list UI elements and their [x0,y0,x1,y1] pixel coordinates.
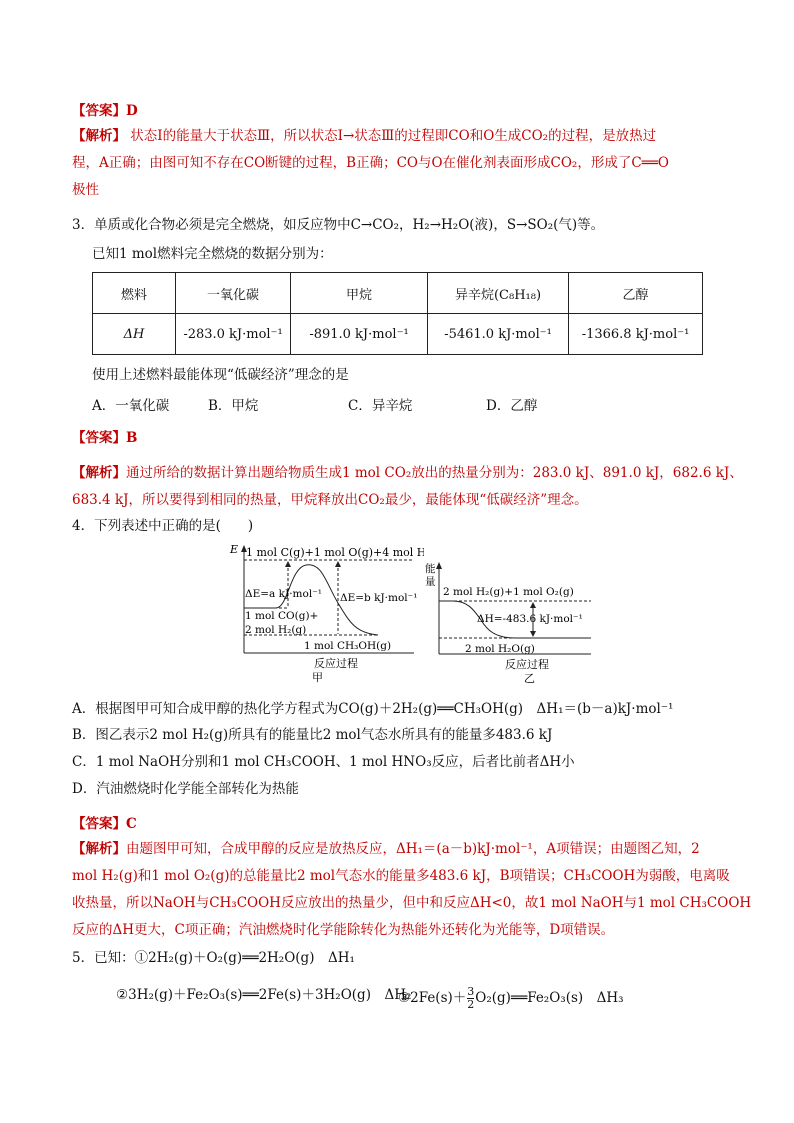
q4-analysis-text: 由题图甲可知，合成甲醇的反应是放热反应，ΔH₁＝(a－b)kJ·mol⁻¹，A项错误；由题图乙知，2 [126,841,700,857]
q2-analysis-line2: 程，A正确；由图可知不存在CO断键的过程，B正确；CO与O在催化剂表面形成CO₂，形成了C══O [72,155,669,171]
yi-axis-label-1: 能 [425,563,436,575]
table-cell: -891.0 kJ·mol⁻¹ [291,314,428,355]
q2-analysis-line1 [72,127,656,145]
answer-tag: 【答案】 [72,816,126,832]
analysis-tag: 【解析】 [72,128,126,144]
energy-diagram-yi [425,560,600,685]
fuel-data-table [92,272,703,355]
q3-answer-line [72,429,137,447]
table-row [93,314,703,355]
q4-answer-line [72,815,137,833]
q4-option-c: C．1 mol NaOH分别和1 mol CH₃COOH、1 mol HNO₃反应，后者比前者ΔH小 [72,754,575,770]
table-cell: -5461.0 kJ·mol⁻¹ [428,314,569,355]
yi-xlabel: 反应过程 [505,658,549,671]
q3-analysis-line2: 683.4 kJ，所以要得到相同的热量，甲烷释放出CO₂最少，最能体现“低碳经济”理念。 [72,492,588,508]
q3-answer: B [126,430,138,446]
yi-axis-label-2: 量 [425,576,436,588]
yi-caption: 乙 [524,672,535,685]
table-cell: -1366.8 kJ·mol⁻¹ [569,314,703,355]
q5-eq3 [398,986,624,1011]
option-c: C．异辛烷 [348,398,413,414]
q3-given: 已知1 mol燃料完全燃烧的数据分别为： [92,246,333,262]
q4-analysis-line2: mol H₂(g)和1 mol O₂(g)的总能量比2 mol气态水的能量多483.6 kJ，B项错误；CH₃COOH为弱酸，电离吸 [72,868,730,884]
table-cell: 燃料 [93,273,176,314]
yi-top-label: 2 mol H₂(g)+1 mol O₂(g) [443,586,574,598]
option-d: D．乙醇 [486,398,538,414]
table-cell: 乙醇 [569,273,703,314]
jia-xlabel: 反应过程 [314,657,358,670]
q2-analysis-text: 状态Ⅰ的能量大于状态Ⅲ，所以状态Ⅰ→状态Ⅲ的过程即CO和O生成CO₂的过程，是放热过 [126,128,657,144]
q4-option-d: D．汽油燃烧时化学能全部转化为热能 [72,781,299,797]
analysis-tag: 【解析】 [72,465,126,481]
analysis-tag: 【解析】 [72,841,126,857]
q4-analysis-line1 [72,840,700,858]
table-cell: -283.0 kJ·mol⁻¹ [176,314,291,355]
q3-analysis-line1 [72,464,743,482]
q5-stem: 5．已知：①2H₂(g)＋O₂(g)══2H₂O(g) ΔH₁ [72,950,355,966]
q3-stem: 3．单质或化合物必须是完全燃烧，如反应物中C→CO₂，H₂→H₂O(液)，S→SO₂(气)等。 [72,217,605,233]
q4-answer: C [126,816,137,832]
q2-answer-line [72,102,138,120]
jia-de-b-label: ΔE=b kJ·mol⁻¹ [340,592,418,604]
fraction-denominator: 2 [467,998,475,1011]
answer-tag: 【答案】 [72,430,126,446]
jia-caption: 甲 [312,671,323,683]
jia-de-a-label: ΔE=a kJ·mol⁻¹ [245,588,322,600]
q5-eq3-post: O₂(g)══Fe₂O₃(s) ΔH₃ [475,990,624,1006]
energy-diagram-jia [228,543,424,683]
q5-eq2: ②3H₂(g)＋Fe₂O₃(s)══2Fe(s)＋3H₂O(g) ΔH₂ [116,987,412,1003]
q5-eq3-fraction [467,986,474,1011]
option-b: B．甲烷 [208,398,259,414]
q3-analysis-text: 通过所给的数据计算出题给物质生成1 mol CO₂放出的热量分别为：283.0 kJ、891.0 kJ，682.6 kJ、 [126,465,743,481]
table-header-row [93,273,703,314]
jia-left-label-2: 2 mol H₂(g) [245,624,307,636]
option-a: A．一氧化碳 [92,398,170,414]
fraction-numerator: 3 [467,985,475,998]
q4-stem: 4．下列表述中正确的是( ) [72,518,254,534]
q5-eq3-pre: ③2Fe(s)＋ [398,990,467,1006]
q2-answer: D [126,103,138,119]
yi-dh-label: ΔH=-483.6 kJ·mol⁻¹ [477,613,583,625]
jia-top-label: 1 mol C(g)+1 mol O(g)+4 mol H(g) [246,546,424,559]
jia-left-label-1: 1 mol CO(g)+ [245,610,319,622]
table-cell: 一氧化碳 [176,273,291,314]
q2-analysis-line3: 极性 [72,182,99,198]
axis-label-e: E [230,543,239,556]
jia-bottom-label: 1 mol CH₃OH(g) [304,640,392,652]
yi-bottom-label: 2 mol H₂O(g) [465,643,535,655]
table-cell: ΔH [93,314,176,355]
answer-tag: 【答案】 [72,103,126,119]
table-cell: 甲烷 [291,273,428,314]
q4-option-b: B．图乙表示2 mol H₂(g)所具有的能量比2 mol气态水所具有的能量多483.6 kJ [72,727,553,743]
table-cell: 异辛烷(C₈H₁₈) [428,273,569,314]
q4-analysis-line3: 收热量，所以NaOH与CH₃COOH反应放出的热量少，但中和反应ΔH<0，故1 mol NaOH与1 mol CH₃COOH [72,895,752,911]
q4-analysis-line4: 反应的ΔH更大，C项正确；汽油燃烧时化学能除转化为热能外还转化为光能等，D项错误。 [72,922,615,938]
q4-option-a: A．根据图甲可知合成甲醇的热化学方程式为CO(g)＋2H₂(g)══CH₃OH(g) ΔH₁＝(b－a)kJ·mol⁻¹ [72,701,674,717]
q3-question: 使用上述燃料最能体现“低碳经济”理念的是 [92,367,349,383]
